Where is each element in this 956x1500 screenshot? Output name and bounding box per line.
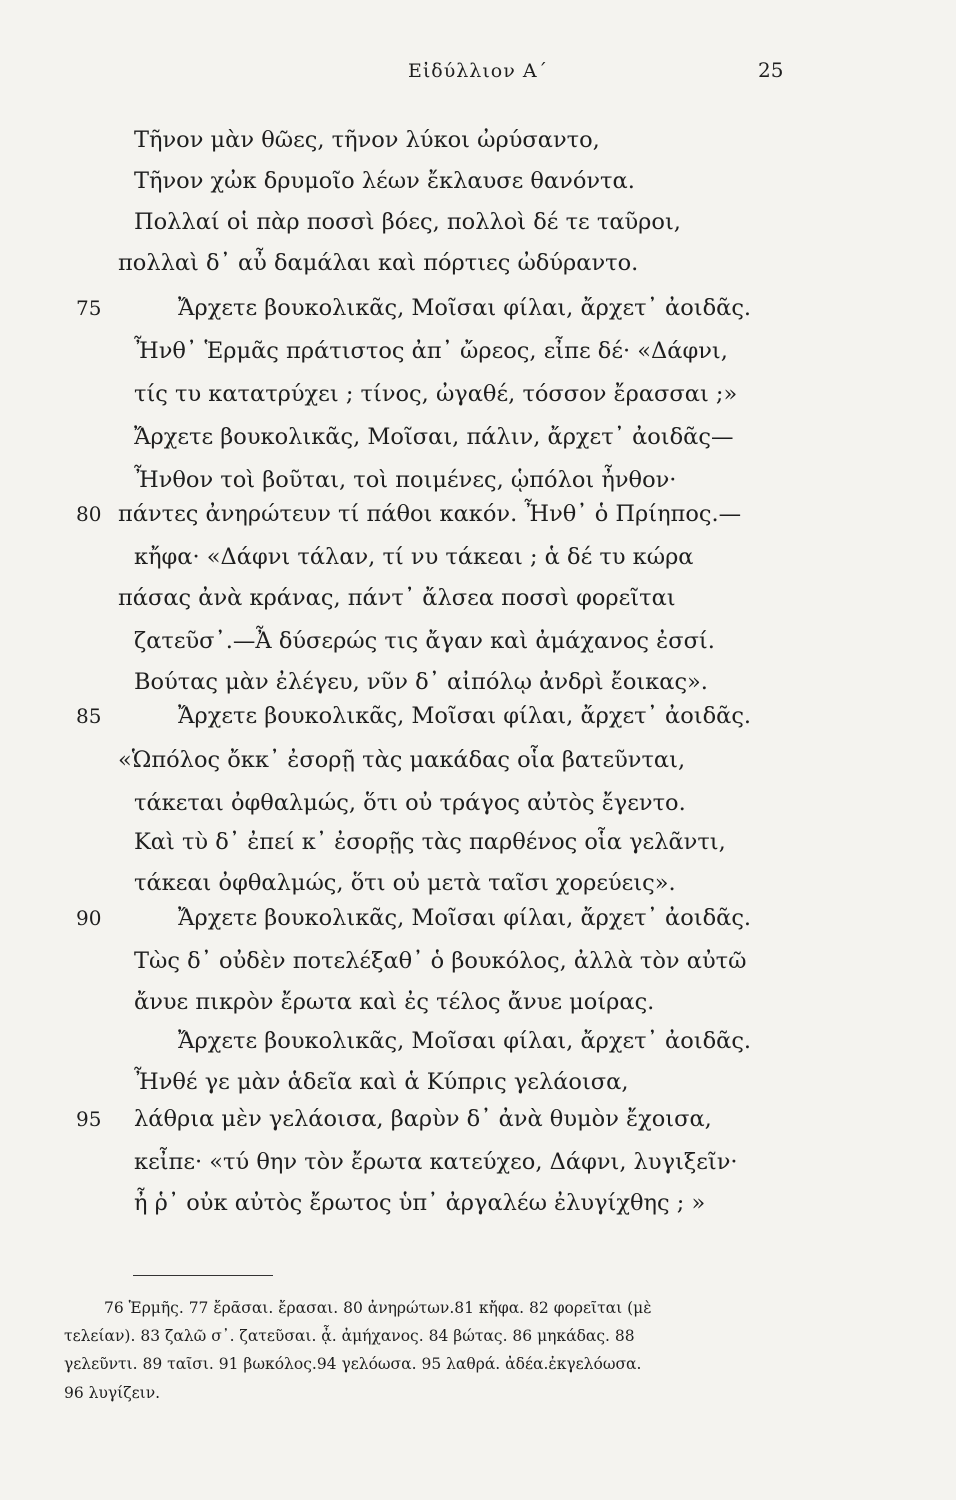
verse-line xyxy=(0,417,956,457)
footnote-text: γελεῦντι. 89 ταῖσι. 91 βωκόλος.94 γελόωσα. 95 λαθρά. ἀδέα.ἐκγελόωσα. xyxy=(64,1355,642,1373)
verse-text: πάσας ἀνὰ κράνας, πάντ᾽ ἄλσεα ποσσὶ φορεῖται xyxy=(118,585,676,611)
verse-line xyxy=(0,696,956,736)
verse-text: Ἦνθον τοὶ βοῦται, τοὶ ποιμένες, ᾡπόλοι ἦνθον· xyxy=(134,467,677,493)
verse-line xyxy=(0,161,956,201)
footnote-line xyxy=(0,1378,956,1408)
verse-line xyxy=(0,621,956,661)
verse-line xyxy=(0,982,956,1022)
page-number: 25 xyxy=(758,58,784,82)
verse-line xyxy=(0,783,956,823)
verse-text: «Ὡπόλος ὄκκ᾽ ἐσορῇ τὰς μακάδας οἷα βατεῦνται, xyxy=(118,747,686,773)
verse-text: Πολλαί οἱ πὰρ ποσσὶ βόες, πολλοὶ δέ τε ταῦροι, xyxy=(134,209,681,235)
verse-line xyxy=(0,1183,956,1223)
verse-line xyxy=(0,243,956,283)
verse-text: Ἄρχετε βουκολικᾶς, Μοῖσαι φίλαι, ἄρχετ᾽ ἀοιδᾶς. xyxy=(178,295,752,321)
line-number: 75 xyxy=(76,296,102,320)
verse-line xyxy=(0,537,956,577)
verse-text: ζατεῦσ᾽.—Ἆ δύσερώς τις ἄγαν καὶ ἀμάχανος ἐσσί. xyxy=(134,628,715,654)
verse-text: Ἄρχετε βουκολικᾶς, Μοῖσαι, πάλιν, ἄρχετ᾽ ἀοιδᾶς— xyxy=(134,424,734,450)
verse-text: Τὼς δ᾽ οὐδὲν ποτελέξαθ᾽ ὁ βουκόλος, ἀλλὰ τὸν αὐτῶ xyxy=(134,948,747,974)
verse-line xyxy=(0,1142,956,1182)
line-number: 95 xyxy=(76,1107,102,1131)
verse-text: τάκεται ὀφθαλμώς, ὅτι οὐ τράγος αὐτὸς ἔγεντο. xyxy=(134,790,686,816)
verse-text: Ἦνθ᾽ Ἑρμᾶς πράτιστος ἀπ᾽ ὤρεος, εἶπε δέ· «Δάφνι, xyxy=(134,338,728,364)
footnote-rule xyxy=(133,1275,273,1276)
verse-line xyxy=(0,331,956,371)
line-number: 85 xyxy=(76,704,102,728)
verse-text: κἤφα· «Δάφνι τάλαν, τί νυ τάκεαι ; ἁ δέ τυ κώρα xyxy=(134,544,694,570)
verse-line xyxy=(0,288,956,328)
verse-line xyxy=(0,494,956,534)
line-number: 80 xyxy=(76,502,102,526)
verse-line xyxy=(0,202,956,242)
footnote-line xyxy=(0,1321,956,1351)
footnote-text: τελείαν). 83 ζαλῶ σ᾽. ζατεῦσαι. ᾆ. ἀμήχανος. 84 βώτας. 86 μηκάδας. 88 xyxy=(64,1327,635,1345)
verse-text: Βούτας μὰν ἐλέγευ, νῦν δ᾽ αἰπόλῳ ἀνδρὶ ἔοικας». xyxy=(134,669,708,695)
verse-text: κεἶπε· «τύ θην τὸν ἔρωτα κατεύχεο, Δάφνι, λυγιξεῖν· xyxy=(134,1149,738,1175)
verse-text: ἦ ῥ᾽ οὐκ αὐτὸς ἔρωτος ὑπ᾽ ἀργαλέω ἐλυγίχθης ; » xyxy=(134,1190,706,1216)
verse-text: λάθρια μὲν γελάοισα, βαρὺν δ᾽ ἀνὰ θυμὸν ἔχοισα, xyxy=(134,1106,712,1132)
verse-text: πολλαὶ δ᾽ αὖ δαμάλαι καὶ πόρτιες ὠδύραντο. xyxy=(118,250,639,276)
line-number: 90 xyxy=(76,906,102,930)
footnote-line xyxy=(0,1293,956,1323)
footnote-text: 76 Ἑρμῆς. 77 ἔρᾶσαι. ἔρασαι. 80 ἀνηρώτων.81 κἤφα. 82 φορεῖται (μὲ xyxy=(104,1299,652,1317)
verse-text: Ἄρχετε βουκολικᾶς, Μοῖσαι φίλαι, ἄρχετ᾽ ἀοιδᾶς. xyxy=(178,1028,752,1054)
verse-line xyxy=(0,863,956,903)
verse-line xyxy=(0,1021,956,1061)
verse-line xyxy=(0,740,956,780)
verse-line xyxy=(0,1062,956,1102)
verse-line xyxy=(0,120,956,160)
verse-text: τίς τυ κατατρύχει ; τίνος, ὠγαθέ, τόσσον ἔρασσαι ;» xyxy=(134,381,738,407)
verse-text: Ἄρχετε βουκολικᾶς, Μοῖσαι φίλαι, ἄρχετ᾽ ἀοιδᾶς. xyxy=(178,703,752,729)
verse-line xyxy=(0,898,956,938)
verse-line xyxy=(0,1099,956,1139)
verse-line xyxy=(0,374,956,414)
verse-line xyxy=(0,822,956,862)
verse-text: Καὶ τὺ δ᾽ ἐπεί κ᾽ ἐσορῇς τὰς παρθένος οἷα γελᾶντι, xyxy=(134,829,726,855)
verse-line xyxy=(0,941,956,981)
verse-text: τάκεαι ὀφθαλμώς, ὅτι οὐ μετὰ ταῖσι χορεύεις». xyxy=(134,870,676,896)
footnote-text: 96 λυγίζειν. xyxy=(64,1384,161,1402)
verse-text: Ἦνθέ γε μὰν ἁδεῖα καὶ ἁ Κύπρις γελάοισα, xyxy=(134,1069,629,1095)
footnote-line xyxy=(0,1349,956,1379)
verse-line xyxy=(0,578,956,618)
running-header: Εἰδύλλιον Α΄ xyxy=(407,60,549,82)
verse-text: Ἄρχετε βουκολικᾶς, Μοῖσαι φίλαι, ἄρχετ᾽ ἀοιδᾶς. xyxy=(178,905,752,931)
verse-text: ἄνυε πικρὸν ἔρωτα καὶ ἐς τέλος ἄνυε μοίρας. xyxy=(134,989,655,1015)
verse-text: Τῆνον χὠκ δρυμοῖο λέων ἔκλαυσε θανόντα. xyxy=(134,168,635,194)
verse-text: πάντες ἀνηρώτευν τί πάθοι κακόν. Ἦνθ᾽ ὁ Πρίηπος.— xyxy=(118,501,742,527)
verse-text: Τῆνον μὰν θῶες, τῆνον λύκοι ὠρύσαντο, xyxy=(134,127,600,153)
